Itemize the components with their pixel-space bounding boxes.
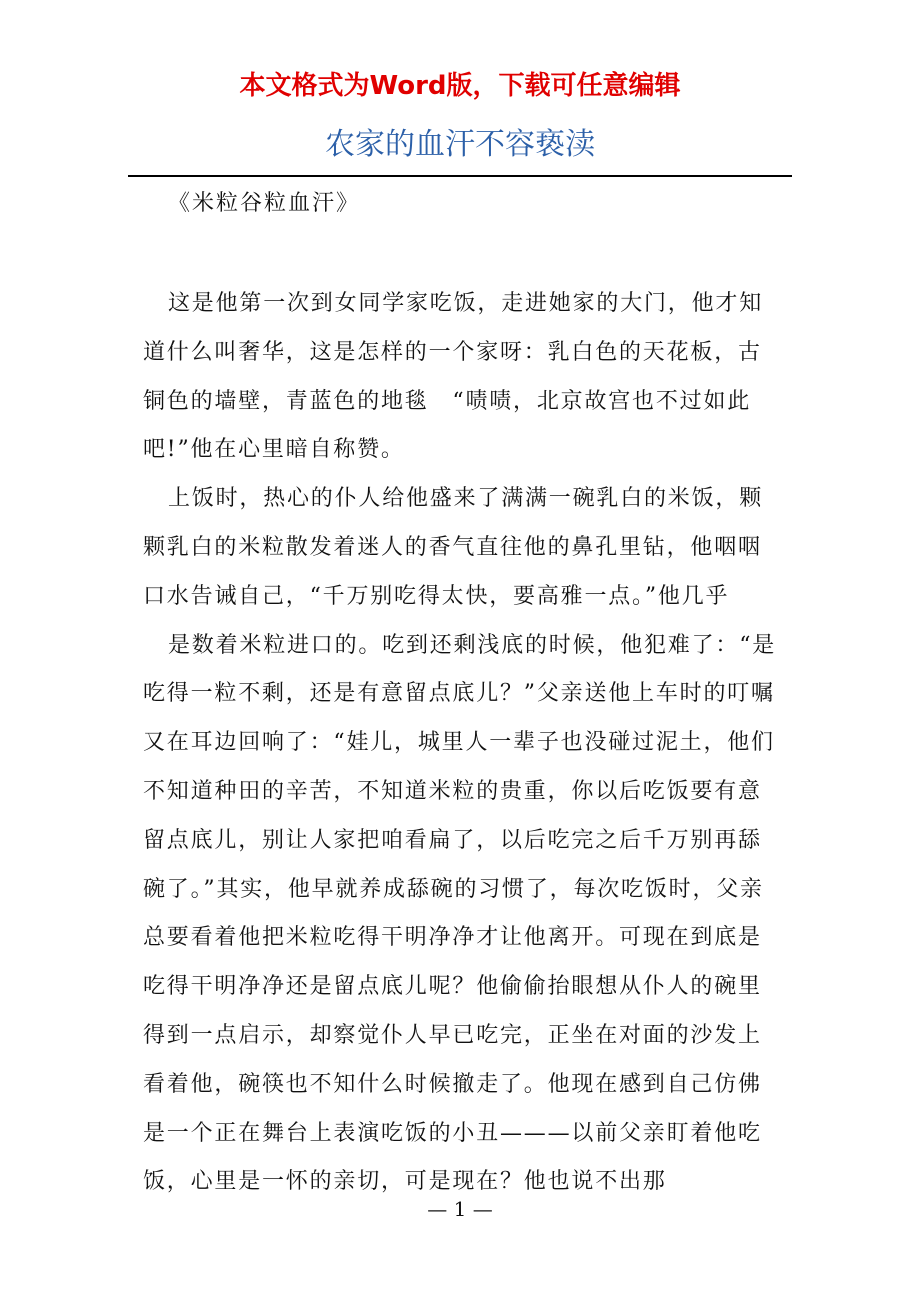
- document-title: 农家的血汗不容亵渎: [325, 127, 595, 162]
- paragraph-2: 上饭时，热心的仆人给他盛来了满满一碗乳白的米饭，颗颗乳白的米粒散发着迷人的香气直往他的鼻孔里钻，他咽咽口水告诫自己，“千万别吃得太快，要高雅一点。”他几乎: [143, 486, 764, 609]
- article-body: [143, 280, 783, 1207]
- paragraph-1: 这是他第一次到女同学家吃饭，走进她家的大门，他才知道什么叫奢华，这是怎样的一个家呀：乳白色的天花板，古铜色的墙壁，青蓝色的地毯 “啧啧，北京故宫也不过如此吧!”他在心里暗自称赞。: [143, 291, 764, 463]
- page-number: — 1 —: [427, 1197, 493, 1221]
- article-subtitle: 《米粒谷粒血汗》: [168, 191, 361, 216]
- paragraph-3: 是数着米粒进口的。吃到还剩浅底的时候，他犯难了：“是吃得一粒不剩，还是有意留点底儿？”父亲送他上车时的叮嘱又在耳边回响了：“娃儿，城里人一辈子也没碰过泥土，他们不知道种田的辛苦，不知道米粒的贵重，你以后吃饭要有意留点底儿，别让人家把咱看扁了，以后吃完之后千万别再舔碗了。”其实，他早就养成舔碗的习惯了，每次吃饭时，父亲总要看着他把米粒吃得干明净净才让他离开。可现在到底是吃得干明净净还是留点底儿呢？他偷偷抬眼想从仆人的碗里得到一点启示，却察觉仆人早已吃完，正坐在对面的沙发上看着他，碗筷也不知什么时候撤走了。他现在感到自己仿佛是一个正在舞台上表演吃饭的小丑———以前父亲盯着他吃饭，心里是一怀的亲切，可是现在？他也说不出那: [143, 632, 777, 1195]
- format-banner: 本文格式为Word版，下载可任意编辑: [239, 71, 681, 101]
- title-divider: [128, 175, 792, 177]
